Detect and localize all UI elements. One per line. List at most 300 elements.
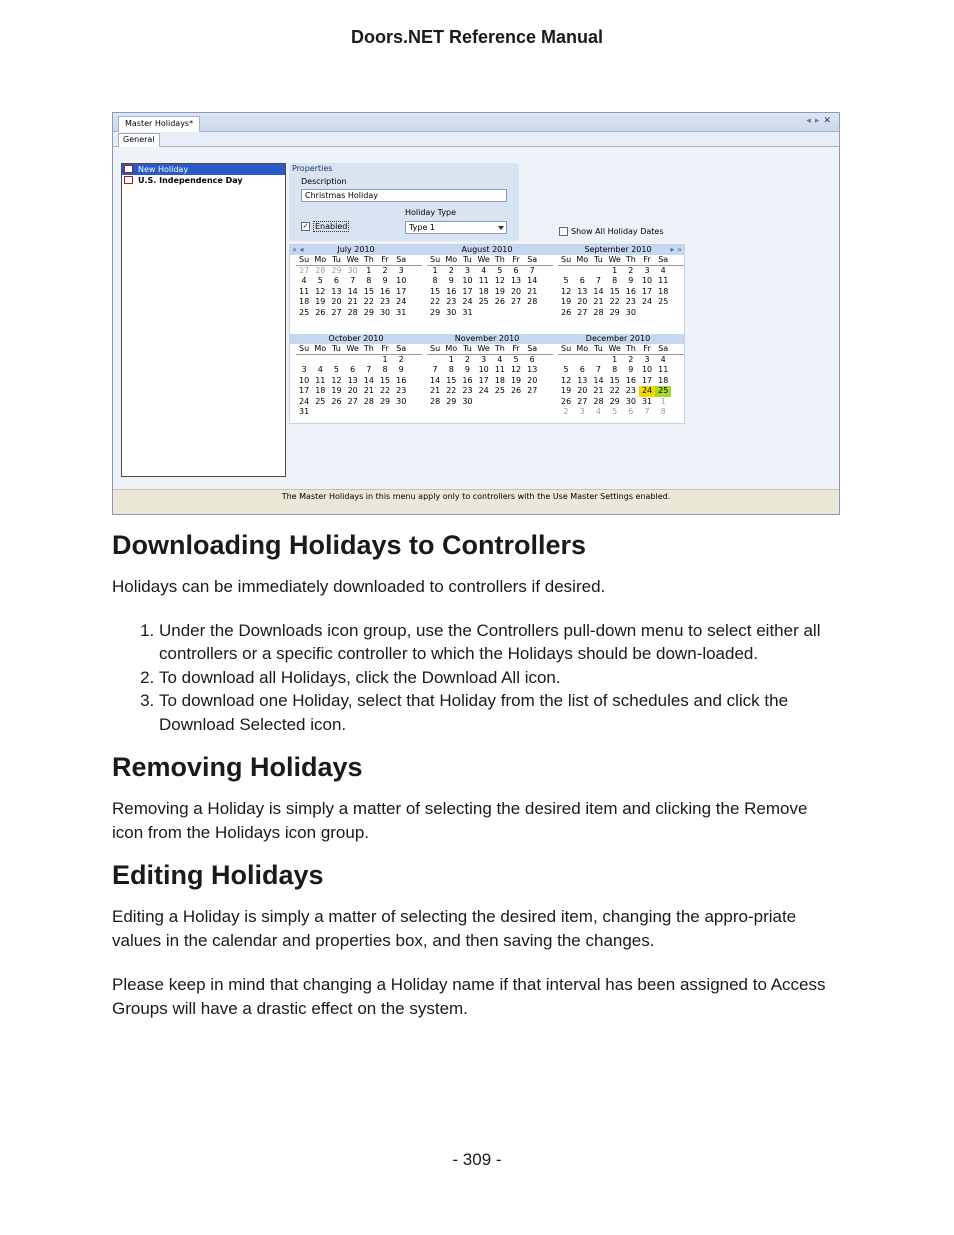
weekday-label: We [608,344,621,353]
day-cell[interactable]: 29 [331,266,342,275]
chevron-down-icon [498,226,504,230]
day-cell[interactable]: 17 [478,375,489,385]
weekday-label: Su [430,255,441,264]
download-steps [112,619,840,737]
day-cell[interactable]: 3 [464,266,471,275]
day-cell[interactable]: 11 [658,276,669,286]
day-cell [427,355,443,365]
day-cell[interactable]: 2 [382,266,388,275]
weekday-label: Th [494,255,505,264]
day-grid [427,266,553,318]
day-cell[interactable]: 5 [612,406,618,416]
list-item-new-holiday[interactable] [122,164,285,175]
weekday-label: We [346,255,359,264]
day-cell[interactable]: 9 [382,276,388,286]
day-cell[interactable]: 7 [595,365,602,375]
day-cell[interactable]: 1 [448,355,454,364]
day-cell[interactable]: 31 [396,307,407,317]
day-cell[interactable]: 24 [639,386,655,396]
day-cell[interactable]: 3 [644,355,650,364]
month-title-text: August 2010 [461,245,513,254]
day-cell[interactable]: 3 [579,406,585,416]
day-cell[interactable]: 18 [478,286,489,296]
day-cell[interactable]: 17 [462,286,473,296]
day-cell[interactable]: 26 [315,307,326,317]
day-cell[interactable]: 12 [331,375,342,385]
day-cell[interactable]: 27 [527,386,538,396]
day-cell[interactable]: 15 [363,286,374,296]
weekday-header [558,344,684,355]
weekday-label: Sa [658,344,669,353]
day-cell[interactable]: 16 [446,286,457,296]
weekday-header [296,255,422,266]
day-cell[interactable]: 1 [382,355,388,364]
day-cell[interactable]: 24 [641,297,653,307]
day-cell[interactable]: 26 [510,386,522,396]
day-cell[interactable]: 20 [577,297,588,307]
day-cell[interactable]: 17 [641,375,653,385]
day-cell[interactable]: 21 [593,297,604,307]
day-cell[interactable]: 6 [350,365,356,375]
day-cell[interactable]: 2 [563,406,569,416]
day-cell[interactable]: 10 [396,276,407,286]
day-cell[interactable]: 2 [464,355,471,364]
enabled-checkbox[interactable] [301,222,349,231]
weekday-label: We [608,255,621,264]
day-cell [574,355,590,365]
day-cell[interactable]: 21 [347,297,358,307]
day-cell[interactable]: 13 [527,365,538,375]
checkbox-empty-icon [559,227,568,236]
weekday-label: Tu [332,255,341,264]
day-cell[interactable]: 11 [299,286,310,296]
day-cell[interactable]: 7 [529,266,535,275]
weekday-label: Fr [512,255,520,264]
day-cell[interactable]: 1 [612,266,618,275]
description-input[interactable]: Christmas Holiday [301,189,507,202]
show-all-label: Show All Holiday Dates [571,227,664,236]
day-cell[interactable]: 23 [446,297,457,307]
day-cell[interactable]: 29 [609,396,620,406]
day-cell[interactable]: 30 [462,396,473,406]
weekday-label: Th [625,344,636,353]
day-cell[interactable]: 11 [658,365,669,375]
day-cell[interactable]: 21 [527,286,538,296]
day-cell[interactable]: 12 [561,286,572,296]
day-cell[interactable]: 28 [527,297,538,307]
day-cell[interactable]: 19 [315,297,326,307]
weekday-label: Mo [314,255,327,264]
day-cell[interactable]: 9 [398,365,404,375]
day-cell[interactable]: 4 [660,355,666,364]
day-cell[interactable]: 21 [593,386,604,396]
day-cell[interactable]: 5 [497,266,503,275]
day-cell[interactable]: 12 [315,286,326,296]
day-cell[interactable]: 20 [577,386,588,396]
day-cell[interactable]: 9 [628,365,634,375]
day-cell[interactable]: 20 [510,286,522,296]
day-cell [590,355,606,365]
tab-general[interactable]: General [118,133,160,147]
downloading-intro: Holidays can be immediately downloaded to controllers if desired. [112,577,606,596]
weekday-label: We [477,344,490,353]
day-cell[interactable]: 30 [446,307,457,317]
day-cell[interactable]: 12 [494,276,505,286]
day-cell[interactable]: 3 [644,266,650,275]
day-cell[interactable]: 15 [430,286,441,296]
day-cell[interactable]: 14 [527,276,538,286]
day-grid [427,355,553,407]
day-cell[interactable]: 19 [510,375,522,385]
weekday-label: Th [363,255,374,264]
day-cell[interactable]: 24 [462,297,473,307]
day-cell[interactable]: 13 [347,375,358,385]
day-cell[interactable]: 27 [331,307,342,317]
day-cell[interactable]: 7 [595,276,602,286]
master-holidays-screenshot [112,112,840,515]
description-label: Description [301,177,347,186]
day-cell[interactable]: 10 [299,375,310,385]
day-cell[interactable]: 15 [609,286,620,296]
day-cell[interactable]: 7 [644,406,650,416]
weekday-label: Sa [527,255,538,264]
day-cell[interactable]: 6 [579,365,585,375]
month-title [290,245,422,255]
day-cell[interactable]: 12 [561,375,572,385]
day-cell [361,355,377,365]
day-cell[interactable]: 9 [628,276,634,286]
day-cell[interactable]: 27 [299,266,310,275]
day-cell[interactable]: 8 [448,365,454,375]
window-controls [806,116,835,126]
tab-master-holidays[interactable]: Master Holidays* [118,116,200,132]
day-cell[interactable]: 6 [628,406,634,416]
day-cell[interactable]: 13 [577,375,588,385]
day-cell[interactable]: 22 [609,297,620,307]
month-title [552,245,684,255]
weekday-label: Tu [463,344,472,353]
weekday-label: Mo [314,344,327,353]
day-cell[interactable]: 24 [299,396,310,406]
weekday-label: Fr [381,255,389,264]
day-cell[interactable]: 6 [529,355,535,364]
day-cell[interactable]: 11 [494,365,505,375]
day-cell[interactable]: 19 [561,297,572,307]
day-cell[interactable]: 19 [561,386,572,396]
holiday-list[interactable] [121,163,286,477]
day-cell[interactable]: 27 [577,396,588,406]
day-cell[interactable]: 22 [609,386,620,396]
day-cell[interactable]: 19 [331,386,342,396]
day-cell[interactable]: 31 [299,406,310,416]
next-month-icon[interactable]: ▸ » [670,245,682,254]
weekday-label: Sa [527,344,538,353]
day-cell[interactable]: 26 [561,307,572,317]
weekday-header [427,344,553,355]
day-cell[interactable]: 23 [379,297,391,307]
day-cell[interactable]: 28 [363,396,374,406]
close-icon[interactable]: ✕ [823,116,835,126]
page-number: - 309 - [452,1150,502,1169]
day-cell[interactable]: 17 [299,386,310,396]
day-cell[interactable]: 5 [563,276,569,286]
day-cell[interactable]: 30 [625,307,636,317]
holiday-type-label: Holiday Type [405,208,456,217]
month-title-text: November 2010 [454,334,520,343]
document-tab-bar [113,113,839,132]
day-cell[interactable]: 16 [625,375,636,385]
day-cell [590,266,606,276]
day-cell[interactable]: 29 [363,307,374,317]
day-cell[interactable]: 15 [609,375,620,385]
day-cell[interactable]: 31 [641,396,653,406]
day-cell[interactable]: 26 [331,396,342,406]
day-cell[interactable]: 9 [448,276,454,286]
list-item: 2. To download all Holidays, click the Download All icon. [159,666,840,690]
day-cell[interactable]: 19 [494,286,505,296]
holiday-type-value: Type 1 [409,223,436,232]
day-cell[interactable]: 4 [595,406,602,416]
day-cell[interactable]: 25 [315,396,326,406]
day-cell[interactable]: 2 [398,355,404,364]
heading-removing: Removing Holidays [112,752,363,782]
day-cell[interactable]: 25 [658,297,669,307]
day-cell[interactable]: 16 [379,286,391,296]
day-cell[interactable]: 23 [625,297,636,307]
day-cell[interactable]: 24 [396,297,407,307]
day-cell[interactable]: 13 [577,286,588,296]
heading-downloading: Downloading Holidays to Controllers [112,530,587,560]
weekday-label: Th [625,255,636,264]
day-cell[interactable]: 22 [430,297,441,307]
list-item-label: New Holiday [138,165,189,174]
weekday-header [558,255,684,266]
day-cell [296,355,312,365]
day-cell[interactable]: 6 [513,266,519,275]
day-cell[interactable]: 1 [612,355,618,364]
day-cell[interactable]: 16 [462,375,473,385]
day-cell[interactable]: 7 [432,365,438,375]
day-cell[interactable]: 5 [563,365,569,375]
day-cell [558,266,574,276]
day-cell[interactable]: 2 [628,266,634,275]
month-calendar [552,334,684,417]
day-cell[interactable]: 13 [510,276,522,286]
month-title [552,334,684,344]
day-cell[interactable]: 4 [317,365,323,375]
previous-month-icon[interactable]: « ◂ [292,245,304,254]
day-cell[interactable]: 22 [446,386,457,396]
month-title-text: October 2010 [328,334,384,343]
properties-title: Properties [292,164,333,173]
day-cell[interactable]: 10 [462,276,473,286]
weekday-label: Fr [381,344,389,353]
day-cell[interactable]: 18 [299,297,310,307]
footer-note: The Master Holidays in this menu apply only to controllers with the Use Master Settings enabled. [113,489,839,515]
weekday-label: Fr [643,344,651,353]
day-cell[interactable]: 15 [446,375,457,385]
day-cell[interactable]: 3 [398,266,404,275]
day-cell[interactable]: 4 [660,266,666,275]
day-grid [558,355,684,417]
day-cell[interactable]: 6 [579,276,585,286]
day-cell[interactable]: 8 [612,276,618,286]
day-cell[interactable]: 4 [497,355,503,364]
day-cell[interactable]: 27 [347,396,358,406]
day-cell[interactable]: 27 [510,297,522,307]
day-cell[interactable]: 8 [612,365,618,375]
day-cell[interactable]: 30 [379,307,391,317]
calendar-icon [124,176,133,184]
day-cell[interactable]: 4 [481,266,487,275]
day-cell[interactable]: 30 [347,266,358,275]
day-cell[interactable]: 18 [658,286,669,296]
day-grid [296,266,422,318]
document-content [112,530,840,1020]
day-cell [574,266,590,276]
month-title [421,334,553,344]
day-cell[interactable]: 14 [593,286,604,296]
day-cell[interactable]: 25 [494,386,505,396]
day-cell[interactable]: 5 [513,355,519,364]
day-cell[interactable]: 29 [379,396,391,406]
day-cell[interactable]: 28 [430,396,441,406]
day-cell[interactable]: 16 [396,375,407,385]
day-cell[interactable]: 5 [317,276,323,286]
day-cell[interactable]: 7 [350,276,356,286]
holiday-type-select[interactable] [405,221,507,234]
weekday-label: Fr [643,255,651,264]
month-calendar [421,334,553,407]
day-cell[interactable]: 30 [396,396,407,406]
scroll-left-icon[interactable]: ◂ [806,116,815,126]
day-cell[interactable]: 23 [462,386,473,396]
day-cell[interactable]: 8 [382,365,388,375]
calendar-icon [124,165,133,173]
day-cell[interactable]: 14 [363,375,374,385]
weekday-label: Su [561,255,572,264]
day-grid [558,266,684,318]
weekday-label: Mo [576,255,589,264]
list-item: 1. Under the Downloads icon group, use the Controllers pull-down menu to select either all controllers or a specific controller to which the Holidays should be down-loaded. [159,619,840,666]
day-cell[interactable]: 12 [510,365,522,375]
day-cell[interactable]: 14 [430,375,441,385]
day-cell[interactable]: 28 [593,307,604,317]
weekday-label: Tu [594,344,603,353]
day-cell[interactable]: 1 [660,396,666,406]
day-cell[interactable]: 10 [641,365,653,375]
day-cell[interactable]: 25 [299,307,310,317]
day-cell[interactable]: 9 [464,365,471,375]
day-cell[interactable]: 22 [379,386,391,396]
day-cell[interactable]: 1 [432,266,438,275]
day-cell[interactable]: 17 [641,286,653,296]
day-cell[interactable]: 20 [331,297,342,307]
day-cell[interactable]: 23 [396,386,407,396]
weekday-label: Th [494,344,505,353]
day-cell[interactable]: 29 [446,396,457,406]
day-cell[interactable]: 31 [462,307,473,317]
show-all-holiday-dates-checkbox[interactable] [559,227,664,236]
day-cell[interactable]: 22 [363,297,374,307]
day-cell[interactable]: 10 [478,365,489,375]
day-cell[interactable]: 10 [641,276,653,286]
month-calendar [421,245,553,318]
day-cell[interactable]: 14 [347,286,358,296]
day-cell[interactable]: 28 [315,266,326,275]
day-cell[interactable]: 18 [658,375,669,385]
day-cell[interactable]: 30 [625,396,636,406]
day-cell[interactable]: 2 [448,266,454,275]
month-calendar [290,334,422,417]
removing-body: Removing a Holiday is simply a matter of selecting the desired item and clicking the Remove icon from the Holidays icon group. [112,799,808,842]
day-cell[interactable]: 20 [527,375,538,385]
month-calendar [290,245,422,318]
day-cell[interactable]: 27 [577,307,588,317]
day-cell[interactable]: 24 [478,386,489,396]
scroll-right-icon[interactable]: ▸ [814,116,824,126]
day-cell[interactable]: 28 [593,396,604,406]
day-cell[interactable]: 6 [333,276,340,286]
weekday-label: Sa [396,255,407,264]
day-cell[interactable]: 11 [478,276,489,286]
day-cell[interactable]: 7 [366,365,372,375]
weekday-label: Su [561,344,572,353]
day-cell[interactable]: 18 [494,375,505,385]
day-cell[interactable]: 28 [347,307,358,317]
day-cell[interactable]: 26 [561,396,572,406]
day-cell[interactable]: 25 [655,386,671,396]
weekday-label: Su [299,344,310,353]
day-cell[interactable]: 13 [331,286,342,296]
day-cell[interactable]: 18 [315,386,326,396]
day-cell[interactable]: 1 [366,266,372,275]
day-cell[interactable]: 8 [366,276,372,286]
day-cell[interactable]: 14 [593,375,604,385]
day-cell[interactable]: 2 [628,355,634,364]
day-cell[interactable]: 20 [347,386,358,396]
day-cell[interactable]: 21 [430,386,441,396]
weekday-label: Mo [445,344,458,353]
weekday-header [296,344,422,355]
day-cell[interactable]: 29 [430,307,441,317]
day-cell[interactable]: 3 [481,355,487,364]
day-cell[interactable]: 25 [478,297,489,307]
list-item-label: U.S. Independence Day [138,176,243,185]
day-cell[interactable]: 11 [315,375,326,385]
heading-editing: Editing Holidays [112,860,324,890]
day-cell [312,355,328,365]
day-cell[interactable]: 8 [660,406,666,416]
day-cell[interactable]: 29 [609,307,620,317]
list-item-independence-day[interactable] [122,175,285,186]
day-cell[interactable]: 23 [625,386,636,396]
day-cell[interactable]: 15 [379,375,391,385]
day-cell[interactable]: 21 [363,386,374,396]
day-cell[interactable]: 3 [301,365,307,375]
page-header: Doors.NET Reference Manual [350,27,604,47]
day-cell[interactable]: 5 [333,365,340,375]
weekday-label: Su [299,255,310,264]
month-title-text: July 2010 [337,245,375,254]
day-cell[interactable]: 26 [494,297,505,307]
weekday-label: Th [363,344,374,353]
day-cell[interactable]: 17 [396,286,407,296]
day-cell[interactable]: 4 [301,276,307,286]
day-cell[interactable]: 8 [432,276,438,286]
day-cell[interactable]: 16 [625,286,636,296]
checkbox-checked-icon: ✓ [302,222,309,230]
